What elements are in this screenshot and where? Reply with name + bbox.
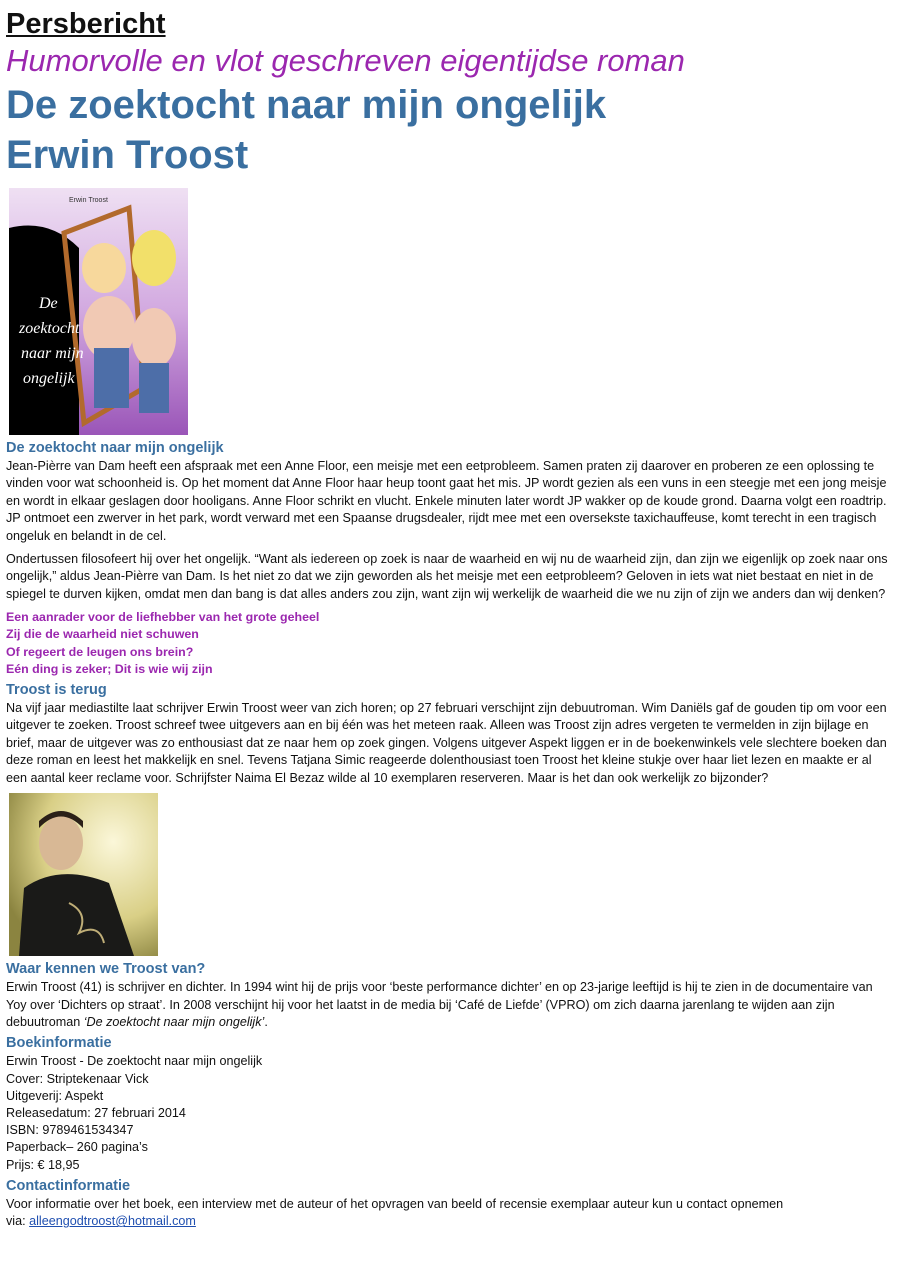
contact-line	[6, 1213, 892, 1230]
section-heading-known: Waar kennen we Troost van?	[6, 961, 206, 978]
book-info-line: Prijs: € 18,95	[6, 1157, 80, 1172]
book-info-line: Uitgeverij: Aspekt	[6, 1088, 104, 1103]
tagline: Zij die de waarheid niet schuwen	[6, 627, 199, 642]
cover-title-line: naar mijn	[21, 345, 84, 362]
cover-author: Erwin Troost	[69, 197, 108, 204]
contact-text: Voor informatie over het boek, een interview met de auteur of het opvragen van beeld of recensie exemplaar auteur kun u contact opnemen	[6, 1196, 784, 1211]
bio-italic-title: ‘De zoektocht naar mijn ongelijk’	[83, 1014, 265, 1029]
press-label: Persbericht	[6, 8, 166, 40]
section-heading-book: De zoektocht naar mijn ongelijk	[6, 440, 224, 456]
book-info-line: ISBN: 9789461534347	[6, 1123, 134, 1138]
book-info-line: Paperback– 260 pagina’s	[6, 1140, 148, 1155]
synopsis-paragraph: Jean-Pièrre van Dam heeft een afspraak met een Anne Floor, een meisje met een eetprobleem. Samen praten zij daarover en proberen ze een oplossing te vinden voor wat schoonheid is. Op het moment dat Anne Floor haar heup toont gaat het mis. JP wordt gezien als een vuns in een steegje met een jong meisje en wordt in elkaar geslagen door hooligans. Anne Floor schrikt en vlucht. Enkele minuten later wordt JP wakker op de koude grond. Daarna volgt een roadtrip. JP ontmoet een zwerver in het park, wordt verward met een Spaanse drugsdealer, rijdt mee met een oversekste taxichauffeuse, komt terecht in een tragisch ongeluk en belandt in de cel.	[6, 459, 887, 543]
section-heading-bookinfo: Boekinformatie	[6, 1035, 112, 1052]
book-info-line: Erwin Troost - De zoektocht naar mijn ongelijk	[6, 1054, 263, 1069]
tagline: Eén ding is zeker; Dit is wie wij zijn	[6, 661, 213, 676]
book-cover-image	[9, 188, 188, 435]
book-title: De zoektocht naar mijn ongelijk	[6, 83, 607, 127]
philosophy-paragraph: Ondertussen filosofeert hij over het ongelijk. “Want als iedereen op zoek is naar de waarheid en wij nu de waarheid zijn, dan zijn we eigenlijk op zoek naar ons ongelijk,” aldus Jean-Pièrre van Dam. Is het niet zo dat we zijn geworden als het meisje met een eetprobleem? Geloven in iets wat niet bestaat en niet in de spiegel te durven kijken, omdat men dan bang is dat alles anders zou zijn, want zijn wij werkelijk de waarheid die we nu zijn of zijn we anders dan wij denken?	[6, 552, 888, 601]
bio-end: .	[264, 1014, 268, 1029]
email-link[interactable]: alleengodtroost@hotmail.com	[29, 1214, 196, 1229]
author-name: Erwin Troost	[6, 133, 249, 177]
bio-text: Erwin Troost (41) is schrijver en dichter. In 1994 wint hij de prijs voor ‘beste performance dichter’ en op 23-jarige leeftijd is hij te zien in de documentaire van Yoy over ‘Dichters op straat’. In 2008 verschijnt hij voor het laatst in de media bij ‘Café de Liefde’ (VPRO) om zich daarna jarenlang te wijden aan zijn debuutroman	[6, 980, 873, 1029]
author-photo	[9, 793, 158, 956]
tagline: Een aanrader voor de liefhebber van het grote geheel	[6, 610, 320, 625]
cover-title-line: De	[39, 295, 58, 312]
cover-title-line: zoektocht	[19, 320, 80, 337]
biography-paragraph	[6, 979, 892, 1031]
via-label: via:	[6, 1214, 30, 1229]
section-heading-contact: Contactinformatie	[6, 1177, 131, 1194]
book-info-list	[6, 1053, 892, 1173]
book-info-line: Releasedatum: 27 februari 2014	[6, 1105, 186, 1120]
tagline: Of regeert de leugen ons brein?	[6, 644, 194, 659]
section-heading-back: Troost is terug	[6, 682, 107, 699]
book-info-line: Cover: Striptekenaar Vick	[6, 1071, 149, 1086]
comeback-paragraph: Na vijf jaar mediastilte laat schrijver Erwin Troost weer van zich horen; op 27 februari verschijnt zijn debuutroman. Wim Daniëls gaf de gouden tip om voor een uitgever te zoeken. Troost schreef twee uitgevers aan en bij één was het meteen raak. Alleen was Troost zijn adres vergeten te vermelden in zijn bijlage en brief, maar de uitgever was zo enthousiast dat ze naar hem op zoek gingen. Volgens uitgever Aspekt liggen er in de boekenwinkels vele slechtere boeken dan deze roman en leest het makkelijk en snel. Tevens Tatjana Simic reageerde dolenthousiast toen Troost het kleine stukje over haar liet lezen en maakte er al een aantal keer reclame voor. Schrijfster Naima El Bezaz wilde al 10 exemplaren reserveren. Maar is het dan ook werkelijk zo bijzonder?	[6, 701, 887, 785]
subtitle: Humorvolle en vlot geschreven eigentijdse roman	[6, 43, 685, 78]
cover-title-line: ongelijk	[23, 370, 75, 387]
